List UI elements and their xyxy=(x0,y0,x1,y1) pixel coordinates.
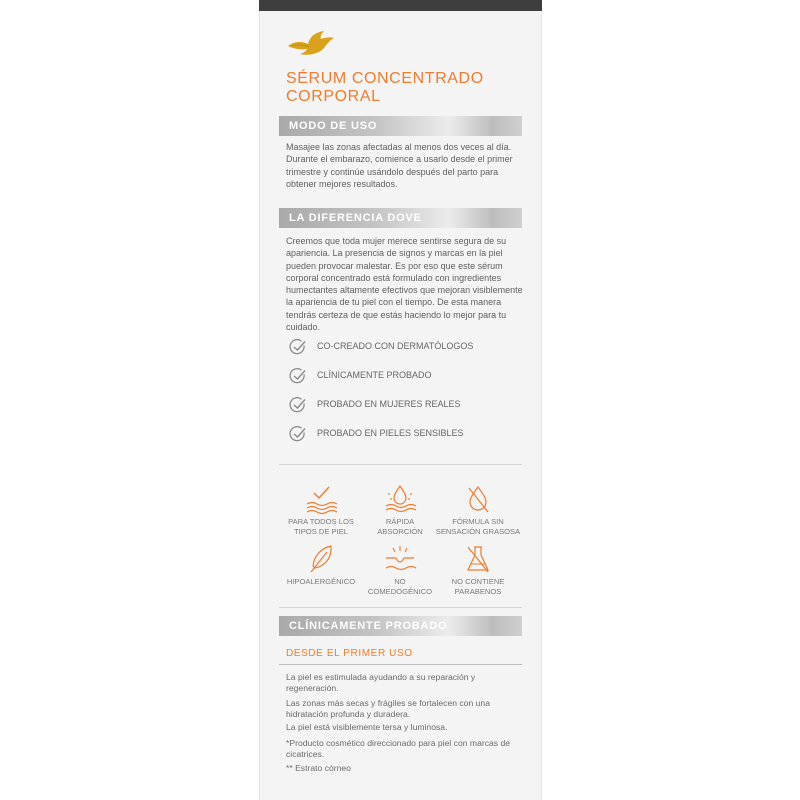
section-divider xyxy=(279,464,522,465)
diferencia-text: Creemos que toda mujer merece sentirse segura de su apariencia. La presencia de signos y marcas en la piel pueden provocar malestar. Es por eso que este sérum corporal concentrado está formulado con ingredientes humectantes altamente efectivos que mejoran visiblemente la apariencia de tu piel con el tiempo. De esta manera tendrás certeza de que estás haciendo lo mejor para tu cuidado. xyxy=(286,236,523,333)
feature-fast-absorption xyxy=(355,484,445,537)
claim-item xyxy=(289,338,529,356)
product-title xyxy=(286,70,536,106)
feature-label xyxy=(355,577,445,597)
feature-label-line: ABSORCIÓN xyxy=(377,527,423,536)
feature-label-line: NO CONTIENE xyxy=(451,577,505,586)
feature-label xyxy=(276,517,366,537)
check-circle-icon xyxy=(289,338,307,356)
clinico-item: Las zonas más secas y frágiles se fortalecen con una hidratación profunda y duradera. xyxy=(286,698,490,719)
no-oil-drop-icon xyxy=(460,484,496,514)
feature-label-line: PARA TODOS LOS xyxy=(288,517,354,526)
claim-label: PROBADO EN MUJERES REALES xyxy=(317,399,461,409)
pore-icon xyxy=(382,544,418,574)
feature-label xyxy=(433,577,523,597)
feature-label xyxy=(276,577,366,587)
clinico-item: *Producto cosmético direccionado para piel con marcas de cicatrices. xyxy=(286,738,511,759)
feature-label-line: FÓRMULA SIN xyxy=(452,517,504,526)
feature-label-line: RÁPIDA xyxy=(385,517,415,526)
claim-item xyxy=(289,425,529,443)
dove-bird-icon xyxy=(286,28,336,58)
clinico-item: La piel está visiblemente tersa y luminosa. xyxy=(286,722,448,732)
feature-label-line: COMEDOGÉNICO xyxy=(367,587,433,596)
section-heading-modo-de-uso: MODO DE USO xyxy=(279,116,522,136)
box-top-edge xyxy=(259,0,542,11)
section-divider xyxy=(279,607,522,608)
clinico-item: La piel es estimulada ayudando a su reparación y regeneración. xyxy=(286,672,476,693)
modo-de-uso-text: Masajee las zonas afectadas al menos dos veces al día. Durante el embarazo, comience a usarlo desde el primer trimestre y continúe usándolo después del parto para obtener mejores resultados. xyxy=(286,142,513,189)
clinico-subheading: DESDE EL PRIMER USO xyxy=(286,648,413,659)
feature-label-line: NO xyxy=(394,577,406,586)
feature-label-line: SENSACIÓN GRASOSA xyxy=(435,527,521,536)
check-circle-icon xyxy=(289,396,307,414)
check-circle-icon xyxy=(289,367,307,385)
claim-label: CO-CREADO CON DERMATÓLOGOS xyxy=(317,341,474,351)
feature-all-skin-types xyxy=(276,484,366,537)
no-flask-icon xyxy=(460,544,496,574)
feature-no-parabens xyxy=(433,544,523,597)
section-heading-diferencia: LA DIFERENCIA DOVE xyxy=(279,208,522,228)
feather-icon xyxy=(303,544,339,574)
feature-label xyxy=(355,517,445,537)
skin-layers-check-icon xyxy=(303,484,339,514)
feature-label xyxy=(433,517,523,537)
clinico-footnote: ** Estrato córneo xyxy=(286,763,351,773)
feature-label-line: HIPOALERGÉNICO xyxy=(286,577,356,586)
claim-item xyxy=(289,396,529,414)
claim-label: PROBADO EN PIELES SENSIBLES xyxy=(317,428,464,438)
title-line-1: SÉRUM CONCENTRADO xyxy=(286,70,484,87)
feature-label-line: PARABENOS xyxy=(454,587,502,596)
feature-hypoallergenic xyxy=(276,544,366,587)
subheading-underline xyxy=(279,664,522,665)
claim-label: CLÍNICAMENTE PROBADO xyxy=(317,370,432,380)
product-box-panel xyxy=(259,0,542,800)
feature-non-comedogenic xyxy=(355,544,445,597)
check-circle-icon xyxy=(289,425,307,443)
section-heading-clinico: CLÍNICAMENTE PROBADO xyxy=(279,616,522,636)
drop-absorption-icon xyxy=(382,484,418,514)
claim-item xyxy=(289,367,529,385)
feature-label-line: TIPOS DE PIEL xyxy=(293,527,349,536)
feature-no-greasy xyxy=(433,484,523,537)
title-line-2: CORPORAL xyxy=(286,88,381,105)
